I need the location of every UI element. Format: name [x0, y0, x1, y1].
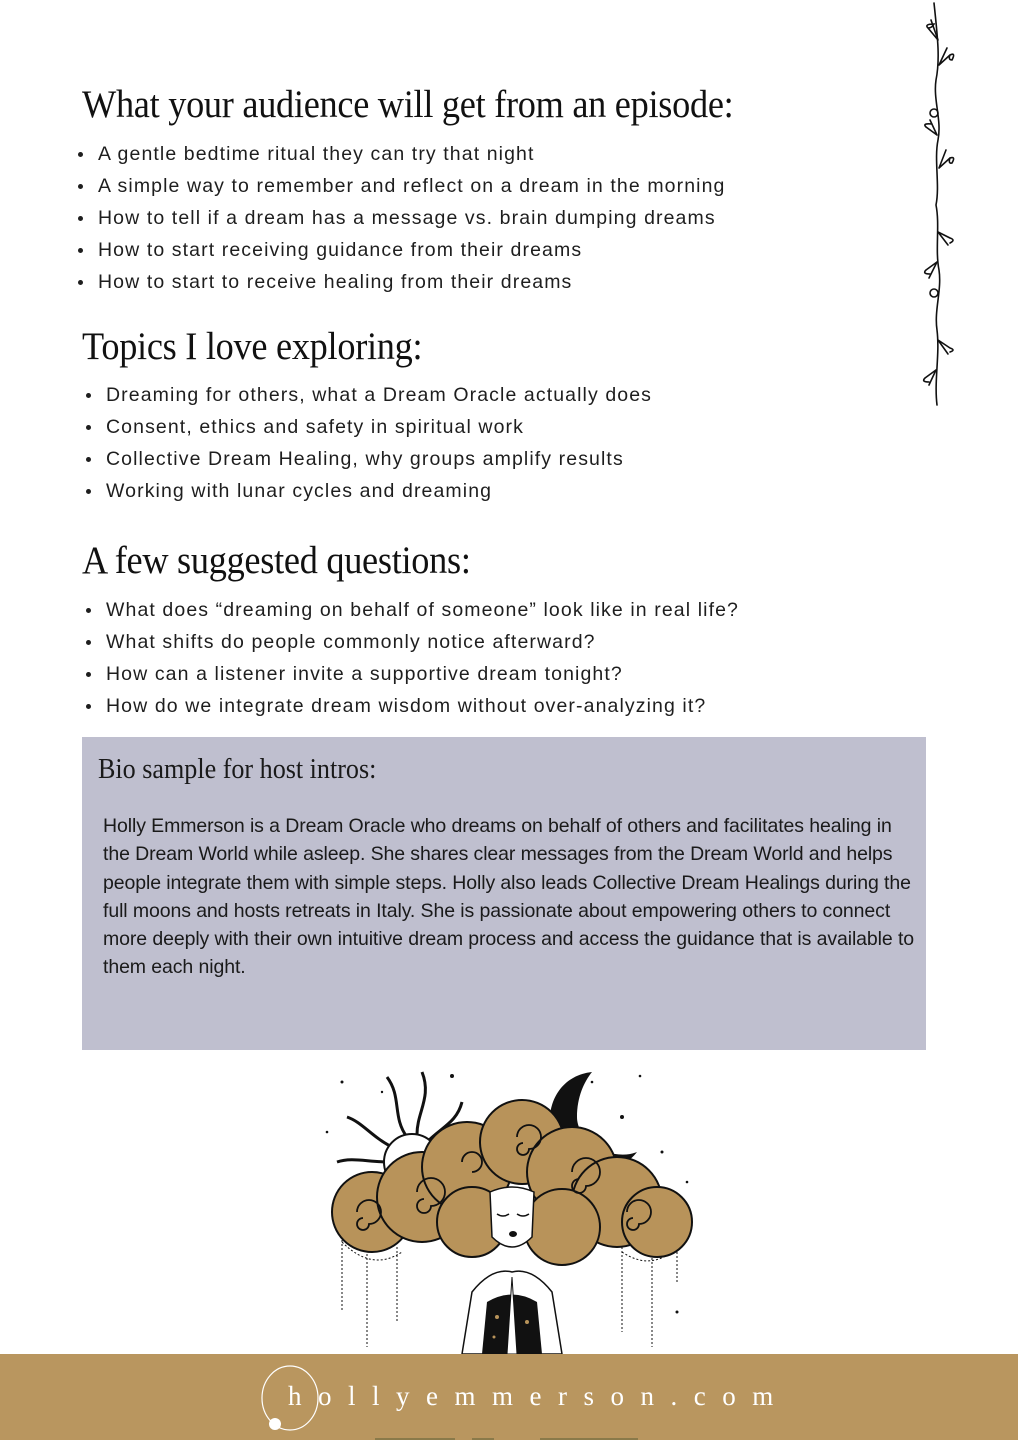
footer-banner [0, 1354, 1018, 1440]
list-item-text: Collective Dream Healing, why groups amplify results [106, 448, 624, 470]
list-item [106, 411, 652, 443]
list-item [106, 475, 652, 507]
list-item-text: How to start to receive healing from their dreams [98, 271, 573, 293]
bullet-icon [86, 489, 91, 494]
audience-benefits-list [98, 138, 725, 298]
list-item [106, 690, 739, 722]
list-item-text: How can a listener invite a supportive dream tonight? [106, 663, 623, 685]
list-item-text: Dreaming for others, what a Dream Oracle actually does [106, 384, 653, 406]
list-item [98, 202, 725, 234]
section-heading-questions: A few suggested questions: [82, 539, 471, 582]
list-item-text: What shifts do people commonly notice afterward? [106, 631, 596, 653]
list-item-text: Working with lunar cycles and dreaming [106, 480, 493, 502]
list-item-text: What does “dreaming on behalf of someone” look like in real life? [106, 599, 739, 621]
list-item [98, 234, 725, 266]
bullet-icon [86, 640, 91, 645]
list-item-text: How do we integrate dream wisdom without over-analyzing it? [106, 695, 707, 717]
list-item [106, 379, 652, 411]
list-item [98, 170, 725, 202]
list-item [106, 594, 739, 626]
bullet-icon [78, 152, 83, 157]
list-item-text: How to start receiving guidance from their dreams [98, 239, 583, 261]
list-item [106, 658, 739, 690]
bullet-icon [86, 393, 91, 398]
vine-decoration-icon [920, 0, 970, 410]
bullet-icon [86, 425, 91, 430]
list-item-text: How to tell if a dream has a message vs. brain dumping dreams [98, 207, 716, 229]
bullet-icon [78, 248, 83, 253]
bio-panel [82, 737, 926, 1050]
bullet-icon [86, 457, 91, 462]
bio-title: Bio sample for host intros: [98, 753, 377, 785]
topics-list [106, 379, 652, 507]
list-item-text: Consent, ethics and safety in spiritual work [106, 416, 524, 438]
bullet-icon [78, 280, 83, 285]
bullet-icon [86, 704, 91, 709]
list-item-text: A gentle bedtime ritual they can try that night [98, 143, 535, 165]
website-link[interactable]: hollyemmerson.com [288, 1381, 790, 1411]
questions-list [106, 594, 739, 722]
bio-text: Holly Emmerson is a Dream Oracle who dreams on behalf of others and facilitates healing in the Dream World while asleep. She shares clear messages from the Dream World and helps people integrate them with simple steps. Holly also leads Collective Dream Healings during the full moons and hosts retreats in Italy. She is passionate about empowering others to connect more deeply with their own intuitive dream process and access the guidance that is available to them each night. [103, 815, 915, 979]
dreaming-woman-illustration [322, 1062, 698, 1354]
section-heading-audience: What your audience will get from an episode: [82, 83, 734, 126]
bullet-icon [78, 216, 83, 221]
section-heading-topics: Topics I love exploring: [82, 325, 423, 368]
list-item [106, 626, 739, 658]
bullet-icon [86, 672, 91, 677]
bullet-icon [86, 608, 91, 613]
list-item [98, 266, 725, 298]
list-item-text: A simple way to remember and reflect on a dream in the morning [98, 175, 726, 197]
list-item [98, 138, 725, 170]
list-item [106, 443, 652, 475]
bullet-icon [78, 184, 83, 189]
